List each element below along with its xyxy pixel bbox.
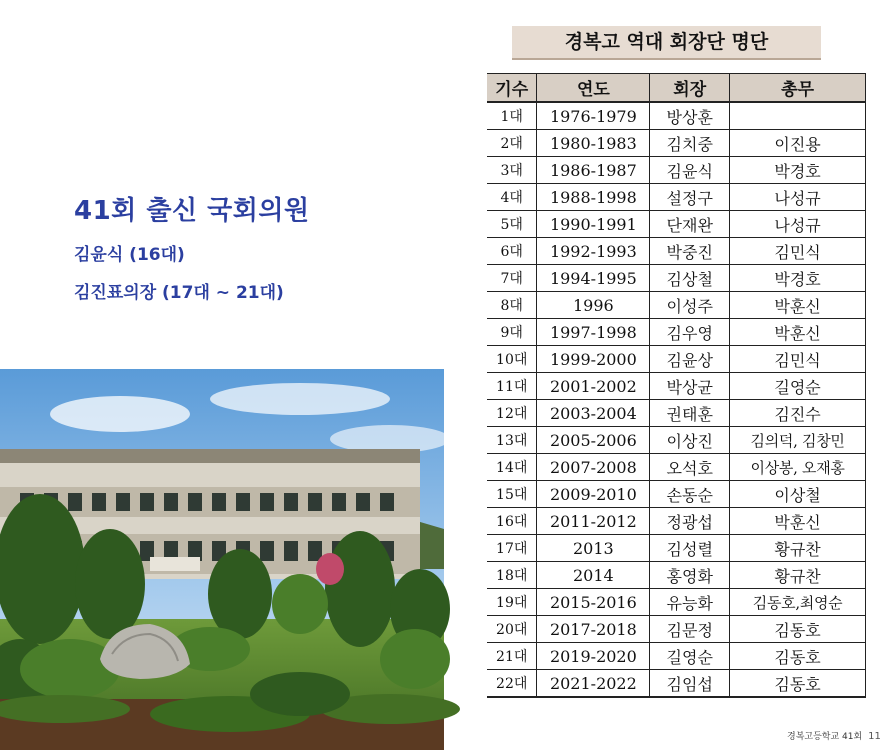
president-cell: 유능화 [650, 589, 730, 616]
year-cell: 1999-2000 [537, 346, 650, 373]
president-cell: 김임섭 [650, 670, 730, 698]
year-cell: 1988-1998 [537, 184, 650, 211]
president-roster-table [487, 73, 866, 698]
year-cell: 1986-1987 [537, 157, 650, 184]
year-cell: 2019-2020 [537, 643, 650, 670]
term-cell: 7대 [487, 265, 537, 292]
term-cell: 18대 [487, 562, 537, 589]
year-cell: 2013 [537, 535, 650, 562]
president-cell: 김성렬 [650, 535, 730, 562]
president-cell: 설정구 [650, 184, 730, 211]
term-cell: 3대 [487, 157, 537, 184]
table-row [487, 400, 866, 427]
table-row [487, 211, 866, 238]
table-row [487, 643, 866, 670]
term-cell: 20대 [487, 616, 537, 643]
president-cell: 방상훈 [650, 102, 730, 130]
year-cell: 1997-1998 [537, 319, 650, 346]
president-cell: 김윤식 [650, 157, 730, 184]
secretary-cell: 나성규 [730, 184, 866, 211]
table-row [487, 102, 866, 130]
secretary-cell [730, 102, 866, 130]
secretary-cell: 김의덕, 김창민 [730, 427, 866, 454]
secretary-cell: 황규찬 [730, 562, 866, 589]
year-cell: 1994-1995 [537, 265, 650, 292]
column-header-year: 연도 [537, 74, 650, 103]
secretary-cell: 김진수 [730, 400, 866, 427]
secretary-cell: 이상봉, 오재홍 [730, 454, 866, 481]
table-row [487, 481, 866, 508]
president-cell: 이상진 [650, 427, 730, 454]
table-row [487, 508, 866, 535]
term-cell: 9대 [487, 319, 537, 346]
table-row [487, 130, 866, 157]
secretary-cell: 나성규 [730, 211, 866, 238]
secretary-cell: 박훈신 [730, 292, 866, 319]
table-row [487, 184, 866, 211]
year-cell: 2003-2004 [537, 400, 650, 427]
table-row [487, 562, 866, 589]
year-cell: 2021-2022 [537, 670, 650, 698]
table-header-row [487, 74, 866, 103]
year-cell: 2001-2002 [537, 373, 650, 400]
president-cell: 권태훈 [650, 400, 730, 427]
table-title: 경복고 역대 회장단 명단 [512, 26, 821, 60]
year-cell: 2005-2006 [537, 427, 650, 454]
term-cell: 8대 [487, 292, 537, 319]
table-row [487, 346, 866, 373]
table-row [487, 670, 866, 698]
president-cell: 단재완 [650, 211, 730, 238]
secretary-cell: 이진용 [730, 130, 866, 157]
term-cell: 12대 [487, 400, 537, 427]
term-cell: 14대 [487, 454, 537, 481]
secretary-cell: 이상철 [730, 481, 866, 508]
term-cell: 10대 [487, 346, 537, 373]
member-line: 김진표의장 (17대 ~ 21대) [74, 283, 284, 303]
table-row [487, 427, 866, 454]
president-cell: 박상균 [650, 373, 730, 400]
secretary-cell: 김민식 [730, 346, 866, 373]
year-cell: 2011-2012 [537, 508, 650, 535]
section-heading: 41회 출신 국회의원 [74, 196, 310, 226]
president-cell: 김치중 [650, 130, 730, 157]
term-cell: 4대 [487, 184, 537, 211]
term-cell: 1대 [487, 102, 537, 130]
president-cell: 정광섭 [650, 508, 730, 535]
secretary-cell: 박훈신 [730, 319, 866, 346]
year-cell: 2017-2018 [537, 616, 650, 643]
year-cell: 1980-1983 [537, 130, 650, 157]
secretary-cell: 김민식 [730, 238, 866, 265]
member-line: 김윤식 (16대) [74, 245, 185, 265]
table-row [487, 535, 866, 562]
president-cell: 길영순 [650, 643, 730, 670]
president-cell: 김상철 [650, 265, 730, 292]
president-cell: 김우영 [650, 319, 730, 346]
term-cell: 2대 [487, 130, 537, 157]
year-cell: 1992-1993 [537, 238, 650, 265]
secretary-cell: 박경호 [730, 265, 866, 292]
term-cell: 21대 [487, 643, 537, 670]
secretary-cell: 김동호 [730, 643, 866, 670]
term-cell: 13대 [487, 427, 537, 454]
president-cell: 박중진 [650, 238, 730, 265]
table-row [487, 454, 866, 481]
secretary-cell: 김동호 [730, 616, 866, 643]
column-header-president: 회장 [650, 74, 730, 103]
secretary-cell: 김동호,최영순 [730, 589, 866, 616]
table-row [487, 616, 866, 643]
year-cell: 2009-2010 [537, 481, 650, 508]
secretary-cell: 박경호 [730, 157, 866, 184]
table-row [487, 238, 866, 265]
term-cell: 6대 [487, 238, 537, 265]
table-row [487, 373, 866, 400]
secretary-cell: 황규찬 [730, 535, 866, 562]
column-header-secretary: 총무 [730, 74, 866, 103]
secretary-cell: 박훈신 [730, 508, 866, 535]
year-cell: 2014 [537, 562, 650, 589]
footer-text: 경복고등학교 41회 [787, 732, 863, 742]
term-cell: 16대 [487, 508, 537, 535]
term-cell: 15대 [487, 481, 537, 508]
term-cell: 19대 [487, 589, 537, 616]
year-cell: 2015-2016 [537, 589, 650, 616]
president-cell: 손동순 [650, 481, 730, 508]
president-cell: 김문정 [650, 616, 730, 643]
year-cell: 1990-1991 [537, 211, 650, 238]
term-cell: 11대 [487, 373, 537, 400]
year-cell: 2007-2008 [537, 454, 650, 481]
term-cell: 5대 [487, 211, 537, 238]
page-footer [787, 729, 881, 742]
column-header-term: 기수 [487, 74, 537, 103]
table-row [487, 319, 866, 346]
year-cell: 1996 [537, 292, 650, 319]
president-cell: 이성주 [650, 292, 730, 319]
secretary-cell: 길영순 [730, 373, 866, 400]
president-cell: 오석호 [650, 454, 730, 481]
secretary-cell: 김동호 [730, 670, 866, 698]
president-cell: 김윤상 [650, 346, 730, 373]
table-row [487, 292, 866, 319]
year-cell: 1976-1979 [537, 102, 650, 130]
term-cell: 22대 [487, 670, 537, 698]
term-cell: 17대 [487, 535, 537, 562]
school-campus-photo [0, 369, 444, 750]
table-row [487, 589, 866, 616]
table-row [487, 265, 866, 292]
president-cell: 홍영화 [650, 562, 730, 589]
page-number: 11 [868, 731, 881, 742]
table-row [487, 157, 866, 184]
